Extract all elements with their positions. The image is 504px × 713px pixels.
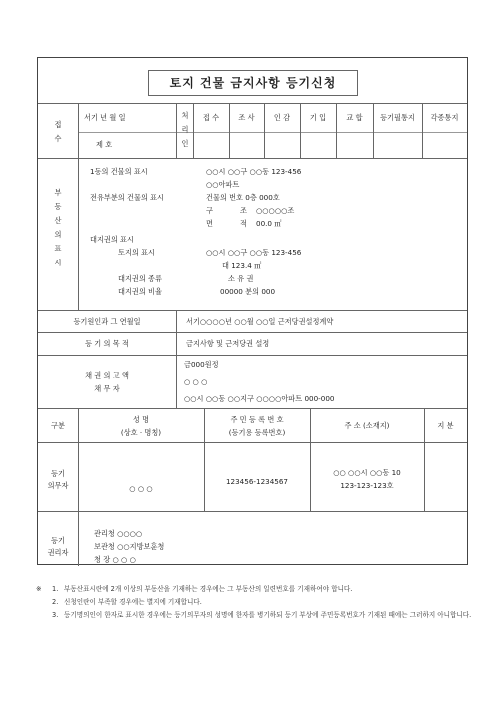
note-mark: ※ [36, 585, 42, 593]
col-label-completion-notice: 등기필통지 [380, 113, 415, 122]
area-key: 면 [206, 219, 213, 228]
note-text: 부동산표시란에 2개 이상의 부동산을 기재하는 경우에는 그 부동산의 일련번호를 기재하여야 합니다. [64, 585, 353, 593]
note-item [36, 583, 476, 596]
right-ratio-value: 00000 분의 000 [220, 287, 276, 296]
debtor-label: 채 무 자 [94, 384, 120, 393]
header-name: 성 명 [132, 415, 150, 424]
area-value: 00.0 ㎡ [256, 219, 282, 228]
rule-purpose-bottom [38, 355, 467, 356]
land-label: 토지의 표시 [118, 248, 156, 257]
notes [36, 583, 476, 622]
rule-col-7 [422, 103, 423, 158]
rule-col-4 [300, 103, 301, 158]
note-item [36, 609, 476, 622]
unit-number: 건물의 번호 0층 000호 [206, 193, 280, 202]
land-area: 대 123.4 ㎡ [222, 261, 262, 270]
note-text: 등기명의인이 한자로 표시한 경우에는 등기의무자의 성명에 한자를 병기하되 등기 부상에 주민등록번호가 기재된 때에는 그러하지 아니합니다. [64, 611, 472, 619]
rule-processor-left [176, 103, 177, 158]
obligor-label-2: 의무자 [47, 481, 69, 490]
right-ratio-label: 대지권의 비율 [118, 287, 162, 296]
note-number: 3. [52, 611, 59, 619]
col-label-collation: 교 합 [346, 113, 363, 122]
col-label-other-notice: 각종통지 [430, 113, 459, 122]
area-key-2: 적 [240, 219, 247, 228]
obligor-address-2: 123-123-123호 [340, 481, 394, 490]
obligee-label: 등기 [51, 536, 65, 545]
receipt-label: 접수 [54, 120, 62, 143]
right-type-label: 대지권의 종류 [118, 274, 162, 283]
header-address: 주 소 (소재지) [344, 421, 390, 430]
col-label-entry: 기 입 [309, 113, 327, 122]
header-regno: 주 민 등 록 번 호 [230, 415, 284, 424]
processor-label: 처리인 [181, 111, 189, 148]
obligor-address: ○○ ○○시 ○○동 10 [333, 468, 401, 477]
receipt-number-label: 제 호 [96, 140, 113, 149]
right-type-value: 소 유 권 [228, 274, 254, 283]
cause-label: 등기원인과 그 연월일 [73, 317, 141, 326]
obligor-regno: 123456-1234567 [225, 477, 289, 486]
registration-form [37, 57, 468, 565]
rule-obligor-bottom [38, 511, 467, 512]
property-label: 부동산의표시 [54, 188, 62, 267]
obligor-label: 등기 [51, 469, 65, 478]
rule-cause-col [176, 310, 177, 408]
note-number: 1. [52, 585, 59, 593]
note-text: 신청인란이 부족할 경우에는 별지에 기재합니다. [64, 598, 202, 606]
rule-receipt-mid [78, 132, 467, 133]
note-number: 2. [52, 598, 59, 606]
header-share: 지 분 [437, 421, 454, 430]
structure-value: ○○○○○조 [256, 206, 295, 215]
header-division: 구분 [51, 421, 65, 430]
obligee-line-1: 관리청 ○○○○ [94, 529, 143, 538]
rule-receipt-top [38, 103, 467, 104]
obligee-label-2: 권리자 [47, 548, 69, 557]
rule-property-label-col [78, 158, 79, 310]
rule-col-2 [229, 103, 230, 158]
col-label-receipt: 접 수 [202, 113, 220, 122]
header-name-sub: (상호 · 명칭) [120, 428, 162, 437]
col-label-seal: 인 감 [273, 113, 291, 122]
rule-cause-bottom [38, 332, 467, 333]
land-right-label: 대지권의 표시 [90, 235, 134, 244]
rule-receipt-bottom [38, 158, 467, 159]
cause-value: 서기○○○○년 ○○월 ○○일 근저당권설정계약 [186, 317, 334, 326]
building1-address: ○○시 ○○구 ○○동 123-456 [206, 167, 302, 176]
purpose-value: 금지사항 및 근저당권 설정 [186, 339, 270, 348]
claim-amount: 금000원정 [184, 360, 219, 369]
building1-apt: ○○아파트 [206, 180, 240, 189]
rule-col-3 [264, 103, 265, 158]
obligee-line-3: 청 장 ○ ○ ○ [94, 555, 136, 564]
rule-claim-bottom [38, 408, 467, 409]
debtor-name: ○ ○ ○ [184, 377, 208, 386]
obligee-line-2: 보관청 ○○지방보훈청 [94, 542, 165, 551]
rule-col-5 [336, 103, 337, 158]
structure-key: 구 [206, 206, 213, 215]
rule-col-6 [373, 103, 374, 158]
rule-property-bottom [38, 310, 467, 311]
structure-key-2: 조 [240, 206, 247, 215]
building1-label: 1동의 건물의 표시 [90, 167, 148, 176]
form-title: 토지 건물 금지사항 등기신청 [148, 70, 358, 96]
col-label-inspection: 조 사 [238, 113, 255, 122]
rule-receipt-label-col [78, 103, 79, 158]
receipt-date-label: 서기 년 월 일 [84, 113, 126, 122]
header-regno-sub: (등기용 등록번호) [228, 428, 286, 437]
rule-processor-right [193, 103, 194, 158]
purpose-label: 등 기 의 목 적 [85, 339, 129, 348]
debtor-address: ○○시 ○○동 ○○지구 ○○○○아파트 000-000 [184, 394, 335, 403]
rule-parties-header-bottom [38, 442, 467, 443]
obligor-name: ○ ○ ○ [129, 484, 153, 493]
claim-amount-label: 채 권 의 고 액 [85, 371, 129, 380]
note-item [36, 596, 476, 609]
land-address: ○○시 ○○구 ○○동 123-456 [206, 248, 302, 257]
unit-label: 전유부분의 건물의 표시 [90, 193, 165, 202]
